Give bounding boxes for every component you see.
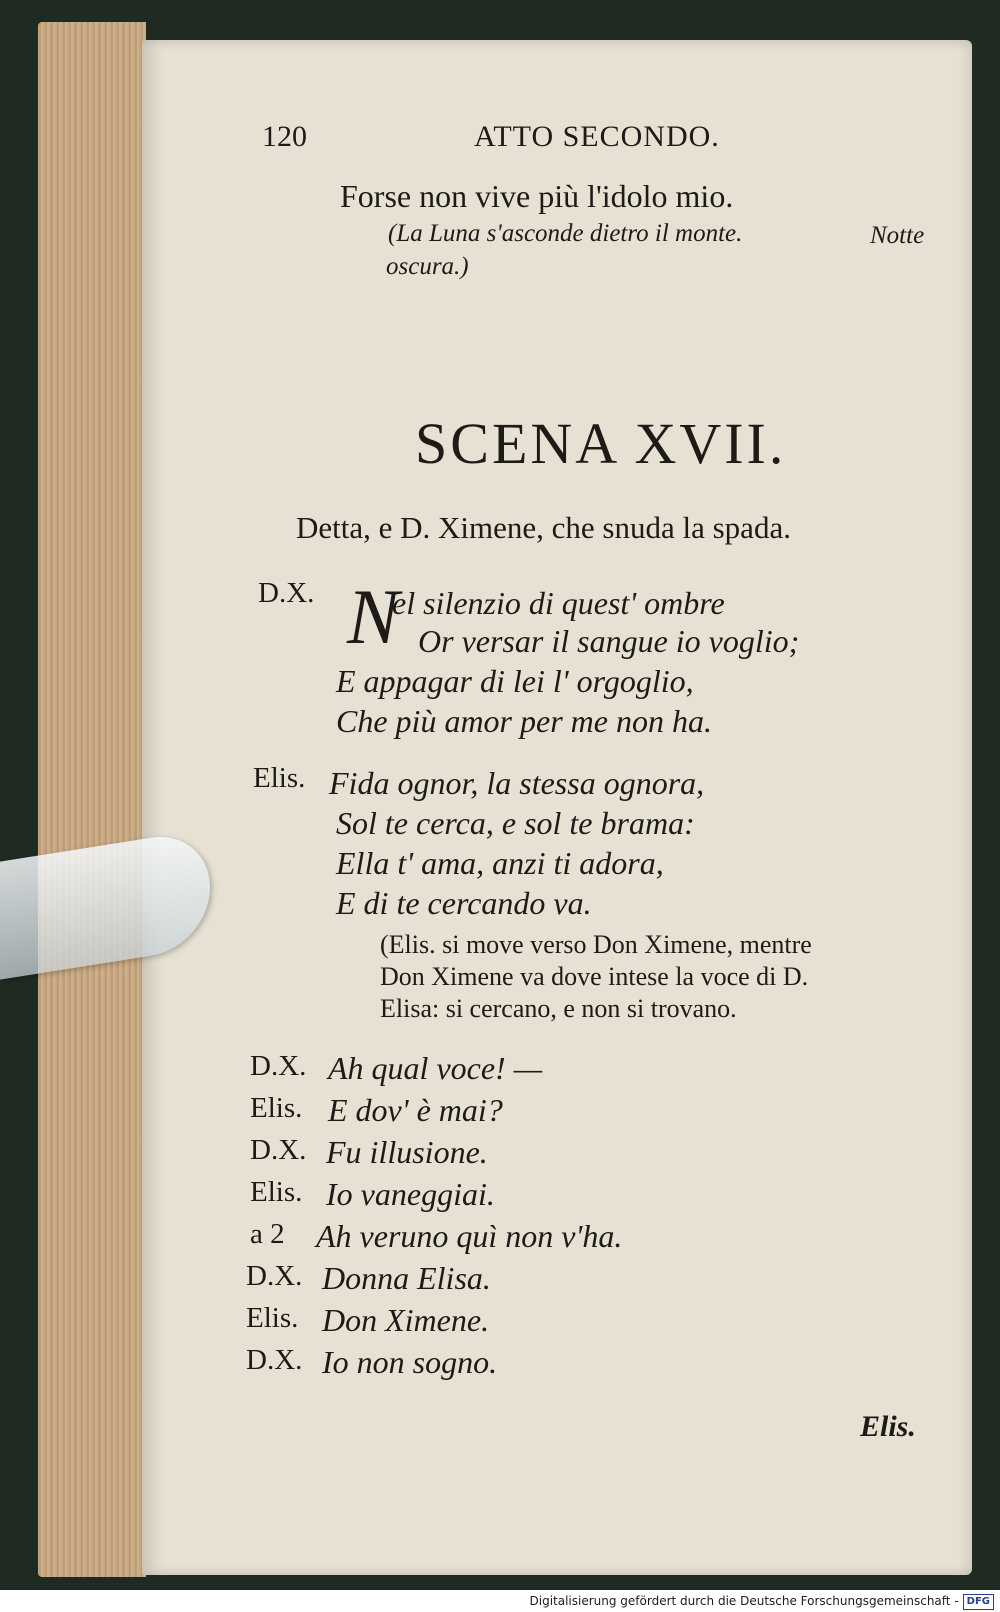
stage-direction-1: (La Luna s'asconde dietro il monte. <box>388 220 743 247</box>
verse-line: Fida ognor, la stessa ognora, <box>329 765 705 801</box>
verse-line: Ella t' ama, anzi ti adora, <box>336 845 664 881</box>
footer-bar <box>0 1590 1000 1612</box>
dialogue-line: Ah qual voce! — <box>328 1050 543 1086</box>
catchword: Elis. <box>860 1410 916 1443</box>
verse-line: Sol te cerca, e sol te brama: <box>336 805 695 841</box>
dfg-logo: DFG <box>963 1594 994 1610</box>
speaker-label: D.X. <box>258 577 315 609</box>
drop-cap: N <box>347 573 400 660</box>
verse-line: el silenzio di quest' ombre <box>392 585 725 621</box>
stage-direction-line: (Elis. si move verso Don Ximene, mentre <box>380 930 812 959</box>
verse-line: Or versar il sangue io voglio; <box>418 623 800 659</box>
verse-line: E di te cercando va. <box>336 885 592 921</box>
footer-text: Digitalisierung gefördert durch die Deutsche Forschungsgemeinschaft - <box>529 1594 959 1608</box>
stage-direction-line: Elisa: si cercano, e non si trovano. <box>380 994 737 1023</box>
speaker-label: Elis. <box>253 762 306 794</box>
running-header: ATTO SECONDO. <box>474 120 720 153</box>
speaker-label: Elis. <box>250 1092 303 1124</box>
dialogue-line: E dov' è mai? <box>328 1092 503 1128</box>
speaker-label: D.X. <box>246 1260 303 1292</box>
page-edges <box>38 22 146 1577</box>
speaker-label: D.X. <box>246 1344 303 1376</box>
page-number: 120 <box>262 120 307 153</box>
speaker-label: D.X. <box>250 1050 307 1082</box>
speaker-label: Elis. <box>250 1176 303 1208</box>
dialogue-line: Ah veruno quì non v'ha. <box>316 1218 623 1254</box>
stage-direction-1b: Notte <box>870 222 925 249</box>
scene-title: SCENA XVII. <box>415 411 787 476</box>
verse-line: E appagar di lei l' orgoglio, <box>336 663 694 699</box>
opening-line: Forse non vive più l'idolo mio. <box>340 178 734 214</box>
dialogue-line: Don Ximene. <box>322 1302 490 1338</box>
dialogue-line: Fu illusione. <box>326 1134 488 1170</box>
dialogue-line: Io vaneggiai. <box>326 1176 495 1212</box>
stage-direction-1c: oscura.) <box>386 253 469 280</box>
speaker-label: D.X. <box>250 1134 307 1166</box>
dialogue-line: Io non sogno. <box>322 1344 498 1380</box>
dialogue-line: Donna Elisa. <box>322 1260 491 1296</box>
verse-line: Che più amor per me non ha. <box>336 703 712 739</box>
speaker-label: a 2 <box>250 1218 285 1250</box>
stage-direction-line: Don Ximene va dove intese la voce di D. <box>380 962 809 991</box>
scene-description: Detta, e D. Ximene, che snuda la spada. <box>296 510 791 545</box>
speaker-label: Elis. <box>246 1302 299 1334</box>
